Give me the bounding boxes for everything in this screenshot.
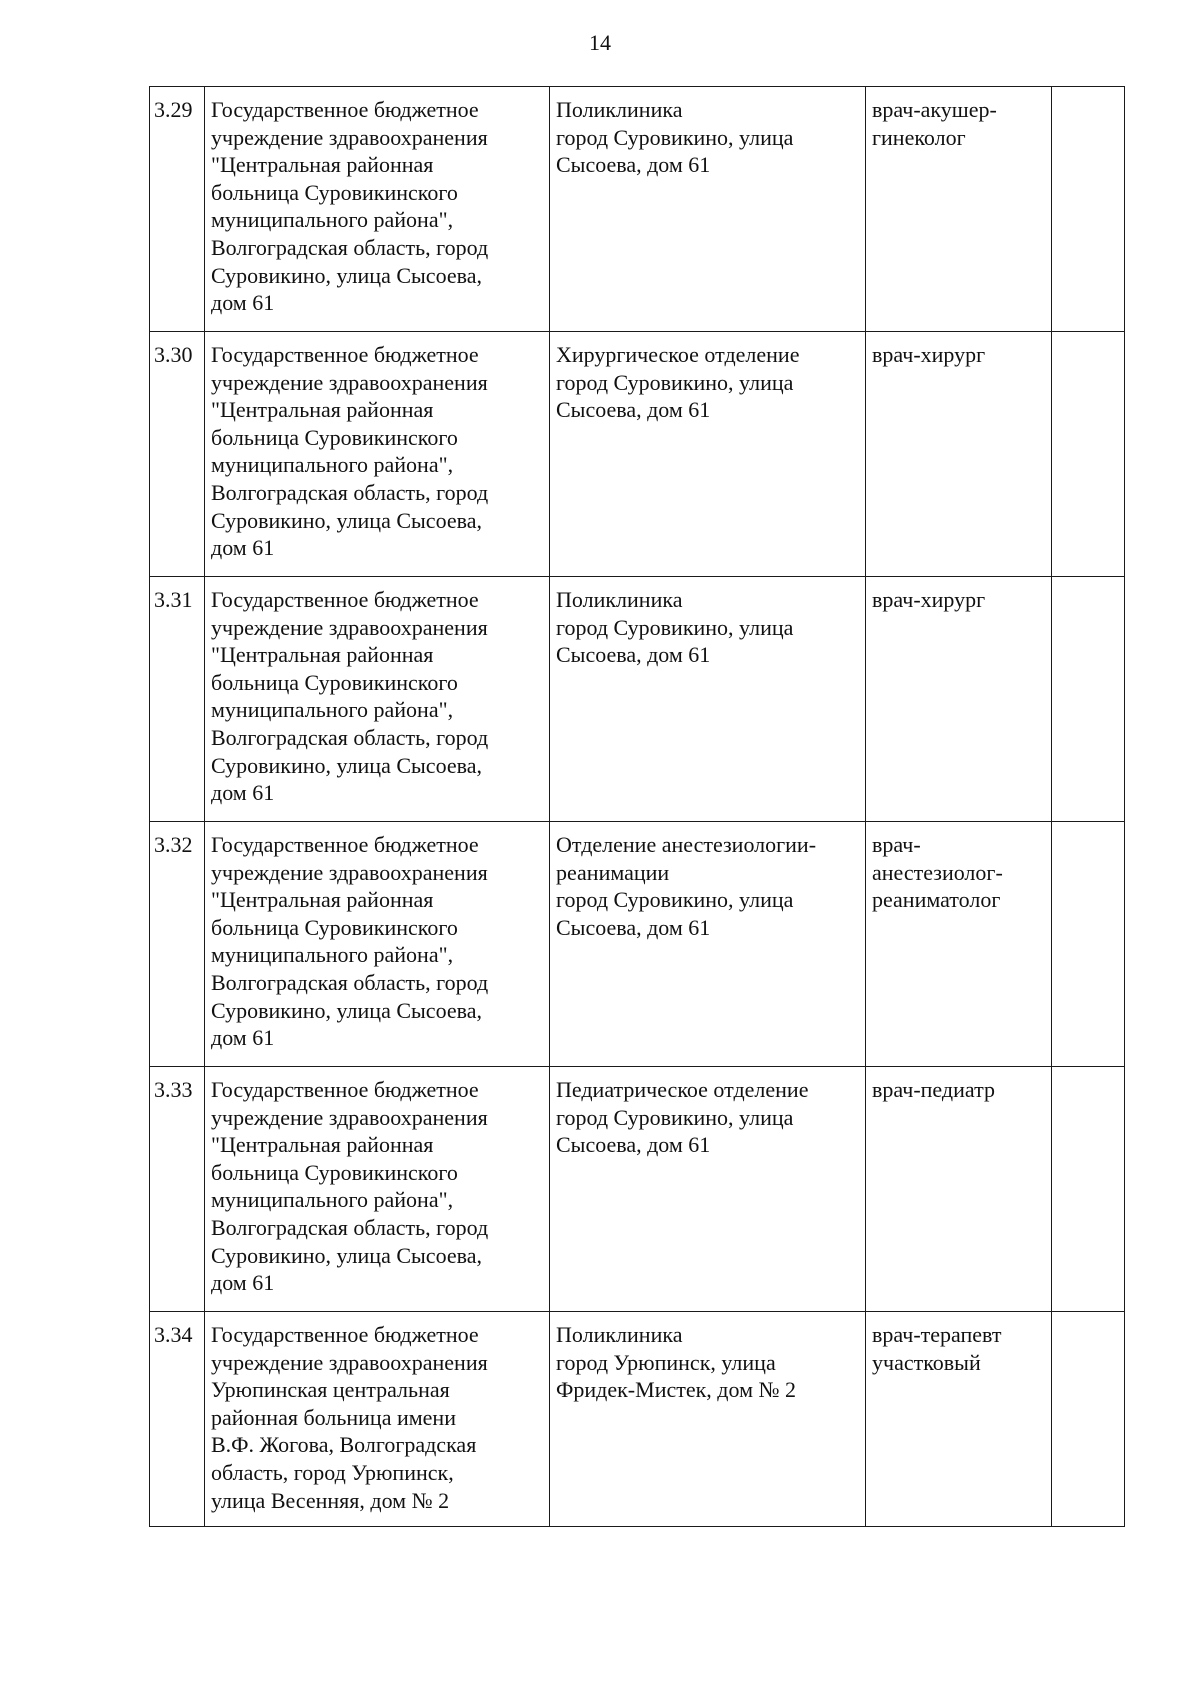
- position-cell: врач-хирург: [866, 577, 1052, 822]
- extra-cell: [1052, 332, 1125, 577]
- extra-cell: [1052, 1067, 1125, 1312]
- table-row: [150, 1312, 1125, 1527]
- position-cell: врач-акушер- гинеколог: [866, 87, 1052, 332]
- position-cell: врач- анестезиолог- реаниматолог: [866, 822, 1052, 1067]
- institution-cell: Государственное бюджетное учреждение здравоохранения Урюпинская центральная районная больница имени В.Ф. Жогова, Волгоградская область, город Урюпинск, улица Весенняя, дом № 2: [205, 1312, 550, 1527]
- extra-cell: [1052, 822, 1125, 1067]
- row-number: 3.29: [150, 87, 205, 332]
- table-row: [150, 332, 1125, 577]
- institution-cell: Государственное бюджетное учреждение здравоохранения "Центральная районная больница Суровикинского муниципального района", Волгоградская область, город Суровикино, улица Сысоева, дом 61: [205, 1067, 550, 1312]
- position-cell: врач-терапевт участковый: [866, 1312, 1052, 1527]
- extra-cell: [1052, 577, 1125, 822]
- position-cell: врач-хирург: [866, 332, 1052, 577]
- extra-cell: [1052, 87, 1125, 332]
- institution-cell: Государственное бюджетное учреждение здравоохранения "Центральная районная больница Суровикинского муниципального района", Волгоградская область, город Суровикино, улица Сысоева, дом 61: [205, 332, 550, 577]
- institution-cell: Государственное бюджетное учреждение здравоохранения "Центральная районная больница Суровикинского муниципального района", Волгоградская область, город Суровикино, улица Сысоева, дом 61: [205, 87, 550, 332]
- position-cell: врач-педиатр: [866, 1067, 1052, 1312]
- row-number: 3.31: [150, 577, 205, 822]
- table-row: [150, 87, 1125, 332]
- table-row: [150, 822, 1125, 1067]
- unit-cell: Поликлиника город Суровикино, улица Сысоева, дом 61: [550, 577, 866, 822]
- extra-cell: [1052, 1312, 1125, 1527]
- institution-cell: Государственное бюджетное учреждение здравоохранения "Центральная районная больница Суровикинского муниципального района", Волгоградская область, город Суровикино, улица Сысоева, дом 61: [205, 577, 550, 822]
- unit-cell: Хирургическое отделение город Суровикино, улица Сысоева, дом 61: [550, 332, 866, 577]
- page-number: 14: [589, 30, 611, 55]
- unit-cell: Поликлиника город Суровикино, улица Сысоева, дом 61: [550, 87, 866, 332]
- table-row: [150, 1067, 1125, 1312]
- staff-table: [149, 86, 1125, 1527]
- row-number: 3.33: [150, 1067, 205, 1312]
- row-number: 3.32: [150, 822, 205, 1067]
- unit-cell: Отделение анестезиологии- реанимации город Суровикино, улица Сысоева, дом 61: [550, 822, 866, 1067]
- row-number: 3.34: [150, 1312, 205, 1527]
- unit-cell: Поликлиника город Урюпинск, улица Фридек-Мистек, дом № 2: [550, 1312, 866, 1527]
- institution-cell: Государственное бюджетное учреждение здравоохранения "Центральная районная больница Суровикинского муниципального района", Волгоградская область, город Суровикино, улица Сысоева, дом 61: [205, 822, 550, 1067]
- unit-cell: Педиатрическое отделение город Суровикино, улица Сысоева, дом 61: [550, 1067, 866, 1312]
- row-number: 3.30: [150, 332, 205, 577]
- table-row: [150, 577, 1125, 822]
